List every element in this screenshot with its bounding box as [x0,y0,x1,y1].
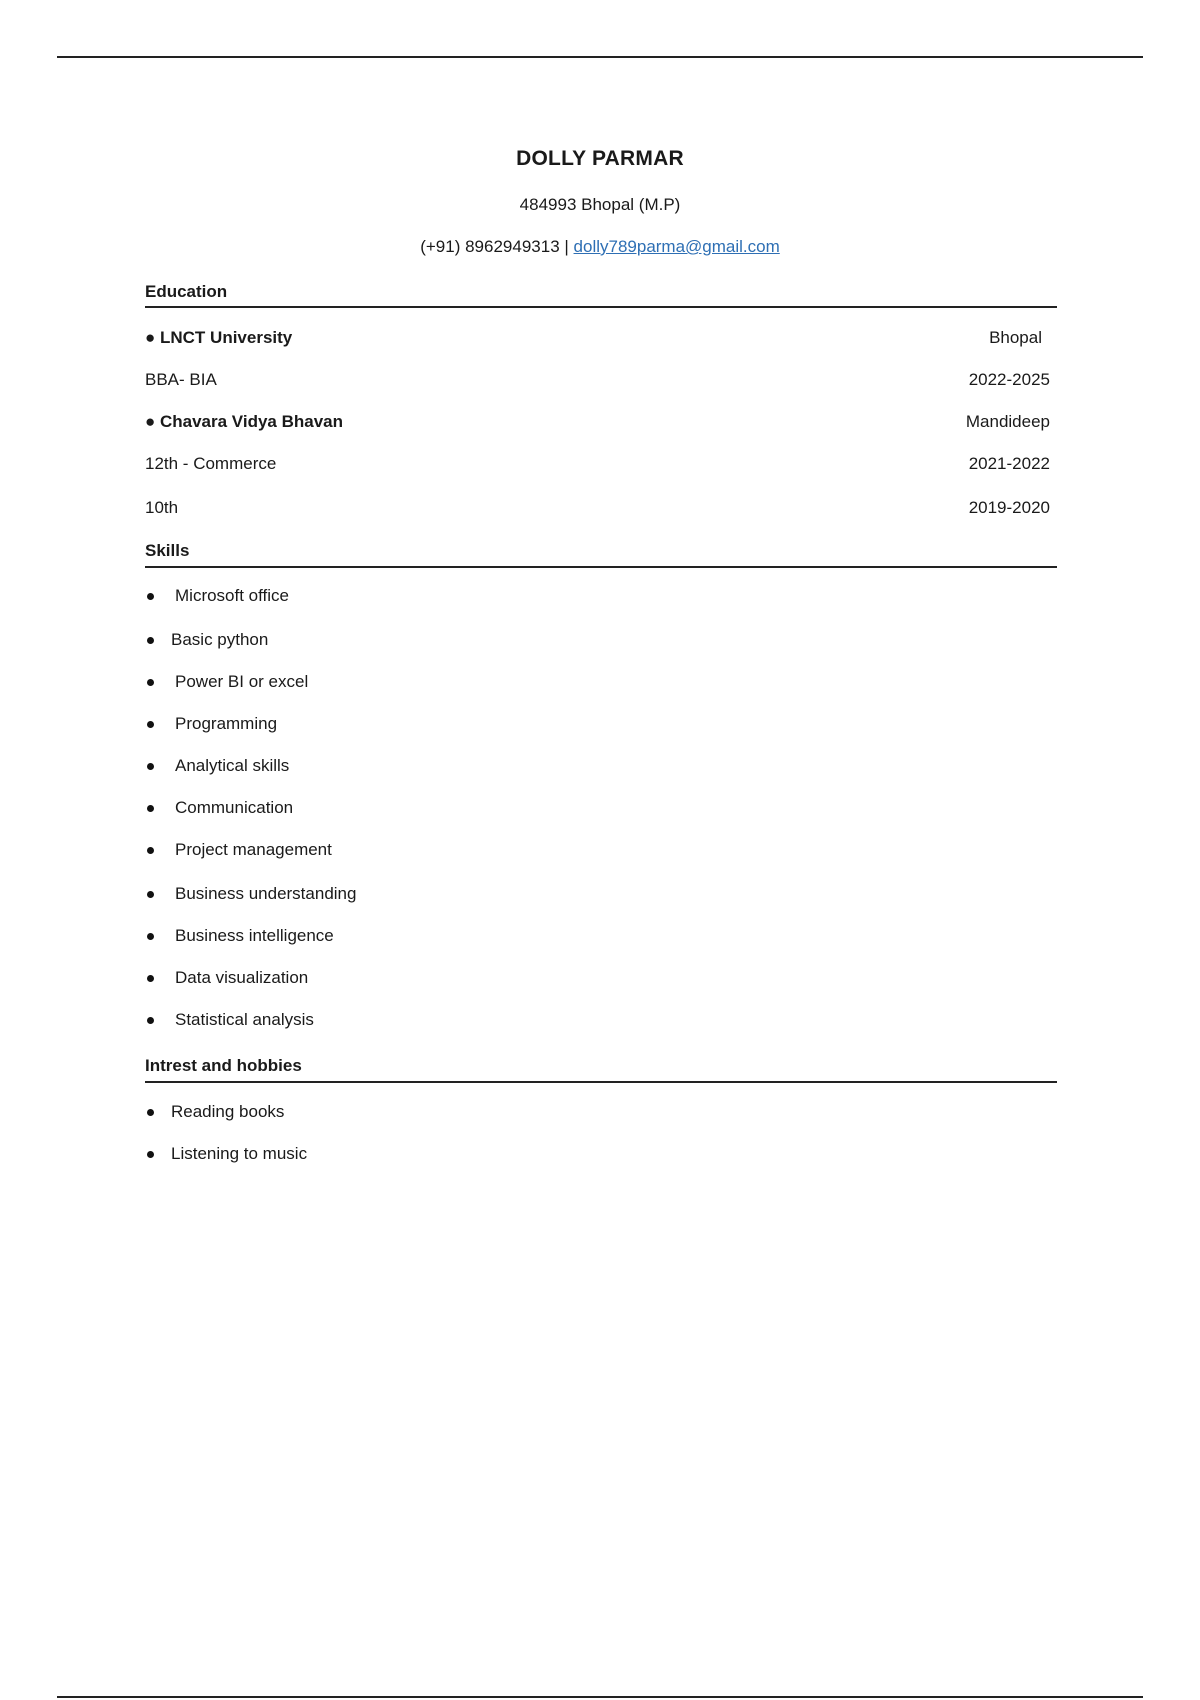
education-degree: 10th [145,498,179,517]
skill-label: Data visualization [175,968,309,987]
bullet-icon [147,1109,154,1116]
bullet-icon [147,805,154,812]
education-degree: 12th - Commerce [145,454,277,473]
bullet-icon [147,933,154,940]
education-years: 2021-2022 [968,454,1050,473]
bullet-icon [147,593,154,600]
bullet-icon [147,637,154,644]
candidate-address: 484993 Bhopal (M.P) [519,195,681,214]
bullet-icon [147,1151,154,1158]
section-title-education: Education [145,282,228,301]
section-rule-education [145,306,1057,308]
education-years: 2019-2020 [968,498,1050,517]
skill-label: Basic python [171,630,269,649]
bullet-icon [147,679,154,686]
education-institution: ● LNCT University [145,328,293,347]
skill-label: Statistical analysis [175,1010,314,1029]
candidate-name: DOLLY PARMAR [516,147,684,170]
skill-label: Communication [175,798,294,817]
section-rule-skills [145,566,1057,568]
skill-label: Programming [175,714,278,733]
page-top-rule [57,56,1143,58]
bullet-icon [147,763,154,770]
bullet-icon [147,847,154,854]
bullet-icon [147,975,154,982]
section-title-skills: Skills [145,541,190,560]
education-years: 2022-2025 [968,370,1050,389]
skill-label: Business intelligence [175,926,334,945]
bullet-icon [147,891,154,898]
education-degree: BBA- BIA [145,370,217,389]
section-rule-interests [145,1081,1057,1083]
education-institution: ● Chavara Vidya Bhavan [145,412,343,431]
bullet-icon [147,721,154,728]
skill-label: Analytical skills [175,756,290,775]
interest-label: Listening to music [171,1144,308,1163]
skill-label: Power BI or excel [175,672,309,691]
education-location: Mandideep [965,412,1050,431]
bullet-icon [147,1017,154,1024]
interest-label: Reading books [171,1102,285,1121]
phone-number: (+91) 8962949313 [420,237,560,256]
skill-label: Business understanding [175,884,357,903]
page-bottom-rule [57,1696,1143,1698]
section-title-interests: Intrest and hobbies [145,1056,302,1075]
contact-separator: | [559,237,574,256]
education-location: Bhopal [989,328,1042,347]
skill-label: Project management [175,840,332,859]
contact-line [0,237,1200,257]
email-link[interactable]: dolly789parma@gmail.com [573,237,780,256]
skill-label: Microsoft office [175,586,290,605]
